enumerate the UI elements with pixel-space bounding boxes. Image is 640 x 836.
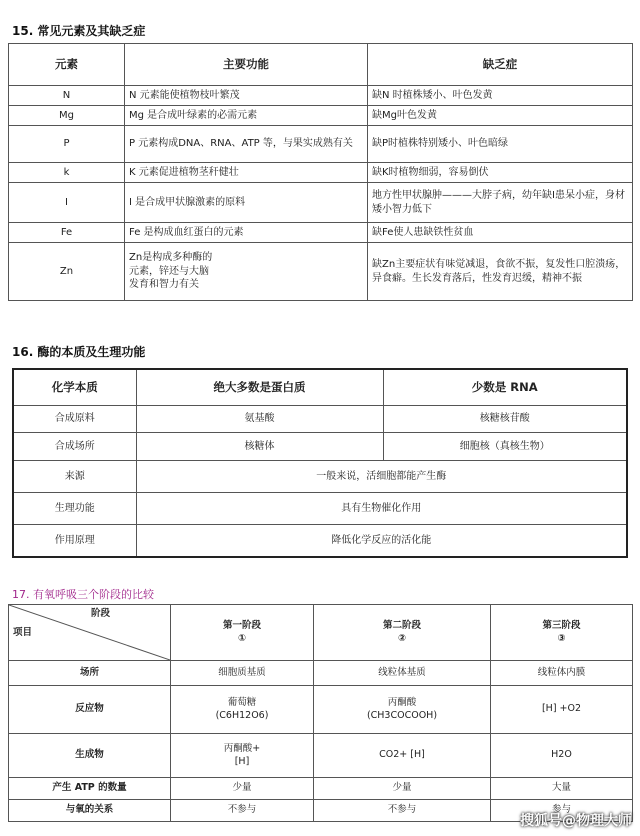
table-header-row: [13, 369, 627, 406]
table-row: [9, 661, 633, 686]
deficiency-cell: 缺Fe使人患缺铁性贫血: [368, 223, 633, 243]
stage-1-cell: 不参与: [171, 800, 314, 822]
function-cell: I 是合成甲状腺激素的原料: [125, 183, 368, 223]
function-cell: Mg 是合成叶绿素的必需元素: [125, 106, 368, 126]
deficiency-cell: 缺N 时植株矮小、叶色发黄: [368, 86, 633, 106]
stage-3-header: 第三阶段 ③: [491, 605, 633, 661]
table-row: [9, 778, 633, 800]
header-deficiency: 缺乏症: [368, 44, 633, 86]
element-cell: Zn: [9, 243, 125, 301]
row-label: 生成物: [9, 734, 171, 778]
stage-3-cell: 大量: [491, 778, 633, 800]
deficiency-cell: 缺Mg叶色发黄: [368, 106, 633, 126]
header-protein: 绝大多数是蛋白质: [136, 369, 383, 406]
header-chemical-nature: 化学本质: [13, 369, 136, 406]
function-cell: Fe 是构成血红蛋白的元素: [125, 223, 368, 243]
table-row: [9, 86, 633, 106]
function-cell: P 元素构成DNA、RNA、ATP 等，与果实成熟有关: [125, 126, 368, 163]
table-row: [9, 126, 633, 163]
stage-2-cell: 线粒体基质: [314, 661, 491, 686]
stage-2-cell: 不参与: [314, 800, 491, 822]
section-15-title: 15. 常见元素及其缺乏症: [12, 24, 146, 38]
merged-cell: 一般来说，活细胞都能产生酶: [136, 461, 627, 493]
element-cell: I: [9, 183, 125, 223]
table-row: [13, 493, 627, 525]
corner-header-cell: [9, 605, 171, 661]
row-label: 场所: [9, 661, 171, 686]
element-cell: Fe: [9, 223, 125, 243]
deficiency-cell: 缺Zn主要症状有味觉减退，食欲不振，复发性口腔溃疡，异食癖。生长发育落后，性发育迟缓，精神不振: [368, 243, 633, 301]
stage-1-cell: 细胞质基质: [171, 661, 314, 686]
stage-2-cell: 少量: [314, 778, 491, 800]
section-17-title: 17. 有氧呼吸三个阶段的比较: [12, 588, 154, 601]
table-row: [9, 223, 633, 243]
merged-cell: 具有生物催化作用: [136, 493, 627, 525]
table-row: [9, 106, 633, 126]
protein-cell: 核糖体: [136, 433, 383, 461]
table-header-row: [9, 605, 633, 661]
row-label: 合成原料: [13, 406, 136, 433]
header-rna: 少数是 RNA: [383, 369, 627, 406]
row-label: 来源: [13, 461, 136, 493]
table-row: [9, 243, 633, 301]
element-cell: P: [9, 126, 125, 163]
row-label: 合成场所: [13, 433, 136, 461]
watermark: 搜狐号@物理大师: [520, 813, 632, 829]
function-cell: K 元素促进植物茎秆健壮: [125, 163, 368, 183]
table-row: [9, 734, 633, 778]
stage-3-cell: H2O: [491, 734, 633, 778]
rna-cell: 核糖核苷酸: [383, 406, 627, 433]
rna-cell: 细胞核（真核生物）: [383, 433, 627, 461]
table-row: [13, 406, 627, 433]
enzyme-table: [12, 368, 628, 558]
diagonal-line: [9, 605, 170, 660]
stage-1-cell: 丙酮酸+ [H]: [171, 734, 314, 778]
stage-3-cell: 参与: [491, 800, 633, 822]
stage-3-cell: [H] +O2: [491, 686, 633, 734]
deficiency-cell: 缺P时植株特别矮小、叶色暗绿: [368, 126, 633, 163]
stage-1-header: 第一阶段 ①: [171, 605, 314, 661]
row-label: 反应物: [9, 686, 171, 734]
function-cell: Zn是构成多种酶的 元素，锌还与大脑 发育和智力有关: [125, 243, 368, 301]
row-label: 与氧的关系: [9, 800, 171, 822]
element-cell: k: [9, 163, 125, 183]
row-label: 生理功能: [13, 493, 136, 525]
stage-1-cell: 葡萄糖 (C6H12O6): [171, 686, 314, 734]
stage-2-header: 第二阶段 ②: [314, 605, 491, 661]
elements-deficiency-table: [8, 43, 633, 301]
deficiency-cell: 缺K时植物细弱，容易倒伏: [368, 163, 633, 183]
function-cell: N 元素能使植物枝叶繁茂: [125, 86, 368, 106]
element-cell: N: [9, 86, 125, 106]
aerobic-respiration-table: [8, 604, 633, 822]
section-16-title: 16. 酶的本质及生理功能: [12, 345, 146, 359]
table-row: [9, 183, 633, 223]
stage-1-cell: 少量: [171, 778, 314, 800]
stage-2-cell: CO2+ [H]: [314, 734, 491, 778]
row-label: 作用原理: [13, 525, 136, 557]
deficiency-cell: 地方性甲状腺肿———大脖子病，幼年缺I患呆小症，身材矮小智力低下: [368, 183, 633, 223]
table-row: [13, 461, 627, 493]
element-cell: Mg: [9, 106, 125, 126]
stage-2-cell: 丙酮酸 (CH3COCOOH): [314, 686, 491, 734]
merged-cell: 降低化学反应的活化能: [136, 525, 627, 557]
stage-3-cell: 线粒体内膜: [491, 661, 633, 686]
header-element: 元素: [9, 44, 125, 86]
protein-cell: 氨基酸: [136, 406, 383, 433]
table-row: [13, 433, 627, 461]
table-row: [13, 525, 627, 557]
row-label: 产生 ATP 的数量: [9, 778, 171, 800]
corner-item-label: 项目: [13, 627, 33, 639]
table-header-row: [9, 44, 633, 86]
corner-stage-label: 阶段: [90, 608, 110, 619]
table-row: [9, 163, 633, 183]
table-row: [9, 686, 633, 734]
header-function: 主要功能: [125, 44, 368, 86]
